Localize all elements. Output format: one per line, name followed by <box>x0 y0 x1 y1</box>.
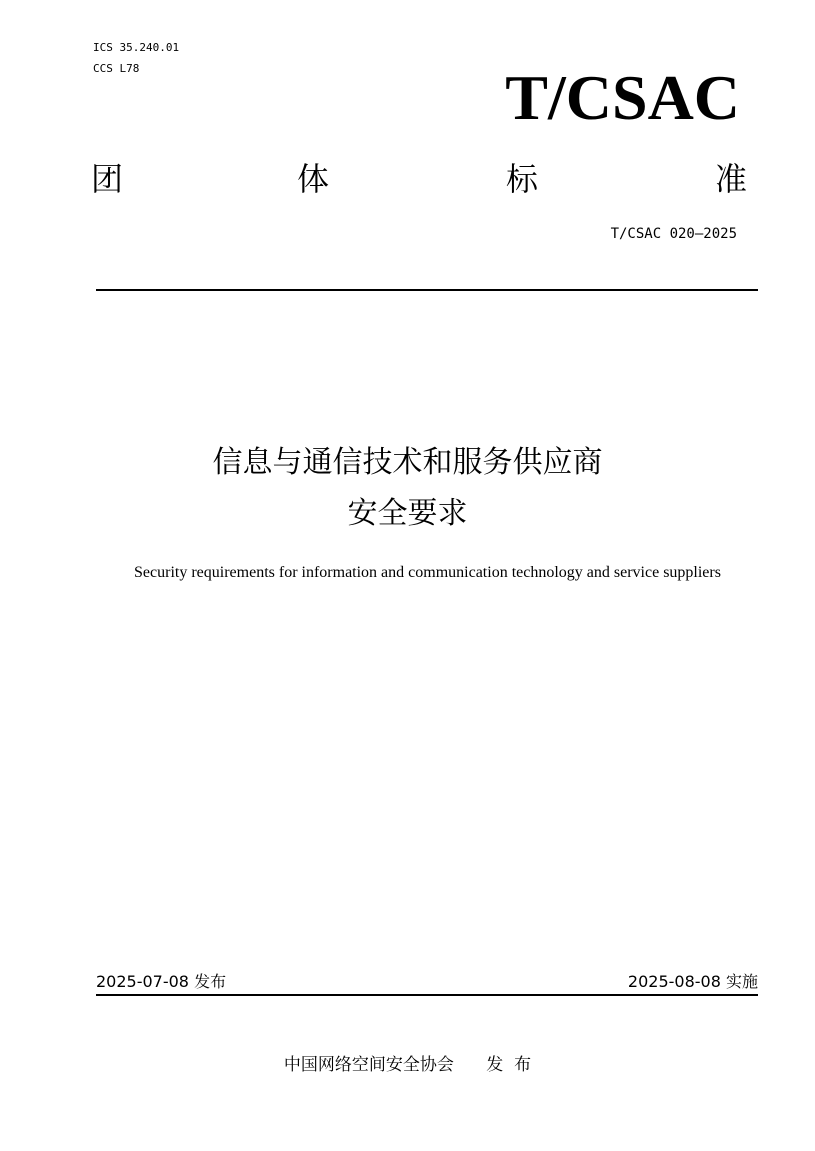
implement-date: 2025-08-08 实施 <box>627 972 758 991</box>
title-line-2: 安全要求 <box>347 496 468 531</box>
ics-code: ICS 35.240.01 <box>93 41 180 54</box>
standard-number: T/CSAC 020—2025 <box>610 226 737 242</box>
publish-date: 2025-07-08 发布 <box>96 972 227 991</box>
bottom-divider <box>96 994 758 996</box>
standard-type-char-2: 体 <box>297 160 330 198</box>
standard-type-char-3: 标 <box>506 160 539 198</box>
standard-type-char-4: 准 <box>715 160 748 198</box>
title-line-1: 信息与通信技术和服务供应商 <box>212 445 603 480</box>
standard-type-char-1: 团 <box>91 160 124 198</box>
issuer: 中国网络空间安全协会 发 布 <box>283 1055 532 1075</box>
top-divider <box>96 289 758 291</box>
ccs-code: CCS L78 <box>93 62 140 75</box>
standard-logo: T/CSAC <box>505 62 740 133</box>
english-title: Security requirements for information and communication technology and service suppliers <box>134 564 721 581</box>
